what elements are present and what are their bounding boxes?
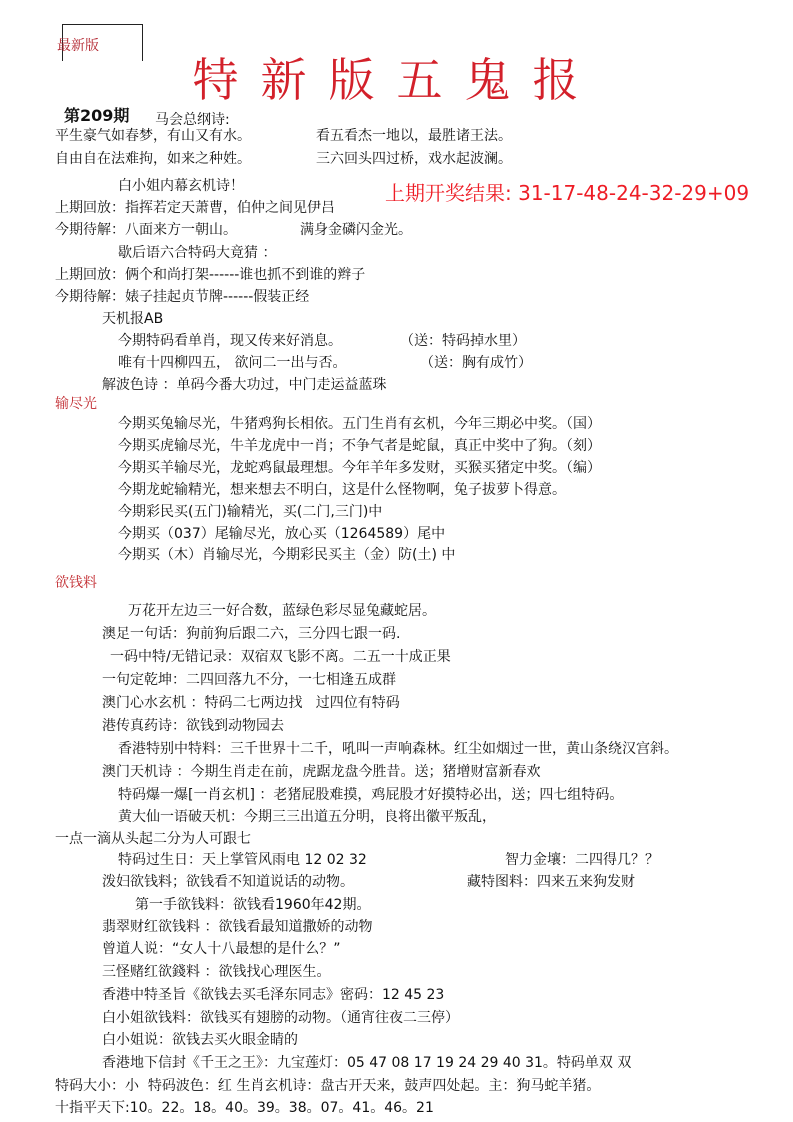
text-line: 今期买虎输尽光，牛羊龙虎中一肖；不争气者是蛇鼠，真正中奖中了狗。（刻） [118,438,601,454]
poem-line: 三六回头四过桥，戏水起波澜。 [316,151,512,167]
text-line: 白小姐欲钱料：欲钱买有翅膀的动物。（通宵往夜二三停） [102,1010,459,1026]
poem-line: 自由自在法难拘，如来之种姓。 [55,151,251,167]
text-line: 白小姐内幕玄机诗！ [118,178,244,194]
text-line: 香港地下信封《千王之王》：九宝莲灯：05 47 08 17 19 24 29 40 31。特码单双 双 [102,1055,632,1071]
text-line: 香港特别中特料：三千世界十二千，吼叫一声响森林。红尘如烟过一世，黄山条绕汉宫斜。 [118,741,678,757]
text-line: 澳门心水玄机 ：特码二七两边找 过四位有特码 [102,695,400,711]
text-line: 特码过生日：天上掌管风雨电 12 02 32 [118,852,367,868]
text-line: 藏特图料：四来五来狗发财 [467,874,635,890]
text-line: （送：特码掉水里） [400,333,526,349]
text-line: 今期买羊输尽光，龙蛇鸡鼠最理想。今年羊年多发财，买猴买猪定中奖。（编） [118,460,601,476]
text-line: 翡翠财红欲钱料 ：欲钱看最知道撒娇的动物 [102,919,373,935]
text-line: 黄大仙一语破天机：今期三三出道五分明，良将出徽平叛乱， [118,809,496,825]
text-line: 三怪赌红欲錢料 ：欲钱找心理医生。 [102,964,331,980]
text-line: 天机报AB [102,311,164,327]
text-line: 满身金磷闪金光。 [300,222,412,238]
text-line: 上期回放：俩个和尚打架------谁也抓不到谁的辫子 [55,267,366,283]
poem-line: 平生豪气如春梦，有山又有水。 [55,128,251,144]
text-line: 今期待解：八面来方一朝山。 [55,222,237,238]
issue-number: 第209期 [64,106,130,125]
poem-line: 看五看杰一地以，最胜诸王法。 [316,128,512,144]
text-line: 第一手欲钱料：欲钱看1960年42期。 [135,897,371,913]
text-line: 特码大小：小 特码波色：红 生肖玄机诗：盘古开天来，鼓声四处起。主：狗马蛇羊猪。 [55,1078,601,1094]
text-line: 十指平天下:10。22。18。40。39。38。07。41。46。21 [55,1100,434,1116]
text-line: 泼妇欲钱料；欲钱看不知道说话的动物。 [102,874,354,890]
text-line: 唯有十四柳四五， 欲问二一出与否。 [118,355,347,371]
text-line: 特码爆一爆[一肖玄机] ：老猪屁股难摸，鸡屁股才好摸特必出，送；四七组特码。 [118,787,624,803]
last-draw-result: 上期开奖结果: 31-17-48-24-32-29+09 [385,181,750,205]
text-line: 澳足一句话：狗前狗后跟二六，三分四七跟一码. [102,626,401,642]
section-title: 欲钱料 [55,575,97,591]
text-line: 歇后语六合特码大竟猜 ： [118,245,277,261]
text-line: 解波色诗 ：单码今番大功过，中门走运益蓝珠 [102,377,387,393]
text-line: 曾道人说：“女人十八最想的是什么？” [102,941,341,957]
text-line: 上期回放：指挥若定天萧曹，伯仲之间见伊吕 [55,200,335,216]
text-line: 今期买兔输尽光，牛猪鸡狗长相依。五门生肖有玄机，今年三期必中奖。（国） [118,416,601,432]
text-line: 万花开左边三一好合数，蓝绿色彩尽显兔藏蛇居。 [128,603,436,619]
page-title: 特新版五鬼报 [192,53,601,107]
text-line: 今期买（037）尾输尽光，放心买（1264589）尾中 [118,526,446,542]
text-line: 一点一滴从头起二分为人可跟七 [55,831,251,847]
text-line: 今期待解：婊子挂起贞节牌------假装正经 [55,289,310,305]
text-line: 澳门天机诗 ：今期生肖走在前，虎踞龙盘今胜昔。送；猪增财富新春欢 [102,764,541,780]
section-title: 输尽光 [55,396,97,412]
text-line: 一句定乾坤：二四回落九不分，一七相逢五成群 [102,672,396,688]
text-line: 香港中特圣旨《欲钱去买毛泽东同志》密码：12 45 23 [102,987,445,1003]
text-line: 今期彩民买(五门)输精光，买(二门,三门)中 [118,504,383,520]
poem-title: 马会总纲诗: [155,112,230,128]
text-line: 一码中特/无错记录：双宿双飞影不离。二五一十成正果 [110,649,451,665]
text-line: 今期买（木）肖输尽光，今期彩民买主（金）防(土) 中 [118,547,456,563]
text-line: （送：胸有成竹） [420,355,532,371]
text-line: 港传真药诗：欲钱到动物园去 [102,718,284,734]
text-line: 今期特码看单肖，现又传来好消息。 [118,333,342,349]
edition-label: 最新版 [57,38,99,54]
text-line: 今期龙蛇输精光，想来想去不明白，这是什么怪物啊，兔子拔萝卜得意。 [118,482,566,498]
text-line: 智力金壤：二四得几？？ [505,852,659,868]
text-line: 白小姐说：欲钱去买火眼金睛的 [102,1032,298,1048]
